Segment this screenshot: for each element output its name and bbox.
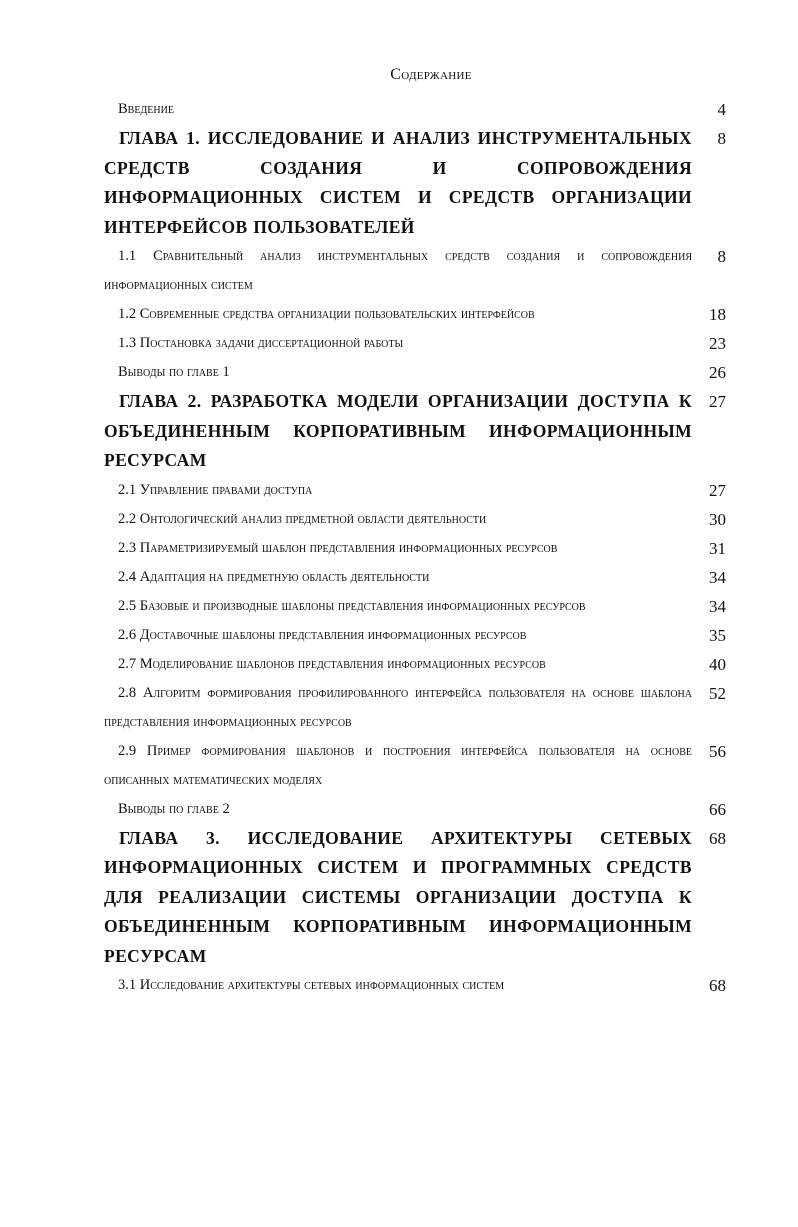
toc-entry-text: 1.2 Современные средства организации пользовательских интерфейсов	[118, 306, 535, 322]
toc-entry-page: 27	[709, 480, 726, 500]
toc-conclusions-2[interactable]	[104, 795, 726, 824]
toc-entry-page: 31	[709, 538, 726, 558]
toc-section-2-7[interactable]	[104, 650, 726, 679]
toc-section-2-2[interactable]	[104, 505, 726, 534]
toc-section-2-8[interactable]	[104, 679, 726, 737]
toc-conclusions-1[interactable]	[104, 358, 726, 387]
toc-section-1-1[interactable]	[104, 242, 726, 300]
toc-chapter-1[interactable]	[104, 124, 726, 242]
toc-entry-text: Выводы по главе 1	[118, 364, 230, 380]
toc-section-2-9[interactable]	[104, 737, 726, 795]
toc-section-2-6[interactable]	[104, 621, 726, 650]
toc-entry-text: 1.3 Постановка задачи диссертационной работы	[118, 335, 404, 351]
toc-entry-text: 2.2 Онтологический анализ предметной области деятельности	[118, 510, 487, 527]
toc-entry-intro[interactable]	[104, 95, 726, 124]
toc-entry-page: 8	[717, 129, 726, 148]
toc-entry-page: 66	[709, 799, 726, 819]
toc-entry-page: 68	[709, 828, 726, 848]
toc-entry-page: 34	[709, 567, 726, 587]
toc-entry-text: ГЛАВА 2. РАЗРАБОТКА МОДЕЛИ ОРГАНИЗАЦИИ ДОСТУПА К ОБЪЕДИНЕННЫМ КОРПОРАТИВНЫМ ИНФОРМАЦИОННЫМ РЕСУРСАМ	[104, 391, 692, 470]
toc-entry-page: 26	[709, 363, 726, 382]
toc-entry-text: 2.6 Доставочные шаблоны представления информационных ресурсов	[118, 626, 527, 643]
toc-list	[104, 95, 726, 1000]
toc-entry-text: 2.8 Алгоритм формирования профилированного интерфейса пользователя на основе шаблона представления информационных ресурсов	[104, 684, 692, 730]
page-title: Содержание	[390, 66, 472, 83]
toc-entry-page: 40	[709, 654, 726, 674]
toc-section-2-1[interactable]	[104, 476, 726, 505]
toc-entry-text: 2.4 Адаптация на предметную область деятельности	[118, 568, 430, 585]
toc-entry-page: 27	[709, 392, 726, 411]
toc-section-2-3[interactable]	[104, 534, 726, 563]
toc-section-1-3[interactable]	[104, 329, 726, 358]
toc-entry-text: Выводы по главе 2	[118, 800, 230, 817]
toc-entry-page: 8	[717, 247, 726, 266]
toc-entry-text: 2.5 Базовые и производные шаблоны представления информационных ресурсов	[118, 597, 586, 614]
toc-entry-page: 23	[709, 334, 726, 353]
toc-section-3-1[interactable]	[104, 971, 726, 1000]
toc-chapter-2[interactable]	[104, 387, 726, 476]
toc-entry-page: 4	[717, 100, 726, 119]
toc-entry-text: 3.1 Исследование архитектуры сетевых информационных систем	[118, 977, 505, 993]
toc-entry-text: ГЛАВА 1. ИССЛЕДОВАНИЕ И АНАЛИЗ ИНСТРУМЕНТАЛЬНЫХ СРЕДСТВ СОЗДАНИЯ И СОПРОВОЖДЕНИЯ ИНФОРМАЦИОННЫХ СИСТЕМ И СРЕДСТВ ОРГАНИЗАЦИИ ИНТЕРФЕЙСОВ ПОЛЬЗОВАТЕЛЕЙ	[104, 128, 692, 237]
toc-entry-text: 1.1 Сравнительный анализ инструментальных средств создания и сопровождения информационных систем	[104, 248, 692, 293]
toc-entry-page: 30	[709, 509, 726, 529]
toc-entry-text: ГЛАВА 3. ИССЛЕДОВАНИЕ АРХИТЕКТУРЫ СЕТЕВЫХ ИНФОРМАЦИОННЫХ СИСТЕМ И ПРОГРАММНЫХ СРЕДСТВ ДЛЯ РЕАЛИЗАЦИИ СИСТЕМЫ ОРГАНИЗАЦИИ ДОСТУПА К ОБЪЕДИНЕННЫМ КОРПОРАТИВНЫМ ИНФОРМАЦИОННЫМ РЕСУРСАМ	[104, 827, 692, 966]
toc-chapter-3[interactable]	[104, 824, 726, 972]
toc-entry-text: 2.7 Моделирование шаблонов представления информационных ресурсов	[118, 655, 546, 672]
toc-entry-page: 34	[709, 596, 726, 616]
toc-section-2-4[interactable]	[104, 563, 726, 592]
toc-section-1-2[interactable]	[104, 300, 726, 329]
toc-entry-text: Введение	[118, 101, 174, 117]
toc-entry-page: 56	[709, 741, 726, 761]
toc-entry-text: 2.9 Пример формирования шаблонов и построения интерфейса пользователя на основе описанных математических моделях	[104, 742, 692, 788]
toc-section-2-5[interactable]	[104, 592, 726, 621]
toc-entry-page: 18	[709, 305, 726, 324]
toc-entry-text: 2.3 Параметризируемый шаблон представления информационных ресурсов	[118, 539, 558, 556]
toc-entry-page: 52	[709, 683, 726, 703]
toc-entry-page: 68	[709, 976, 726, 995]
toc-entry-page: 35	[709, 625, 726, 645]
toc-entry-text: 2.1 Управление правами доступа	[118, 481, 313, 498]
